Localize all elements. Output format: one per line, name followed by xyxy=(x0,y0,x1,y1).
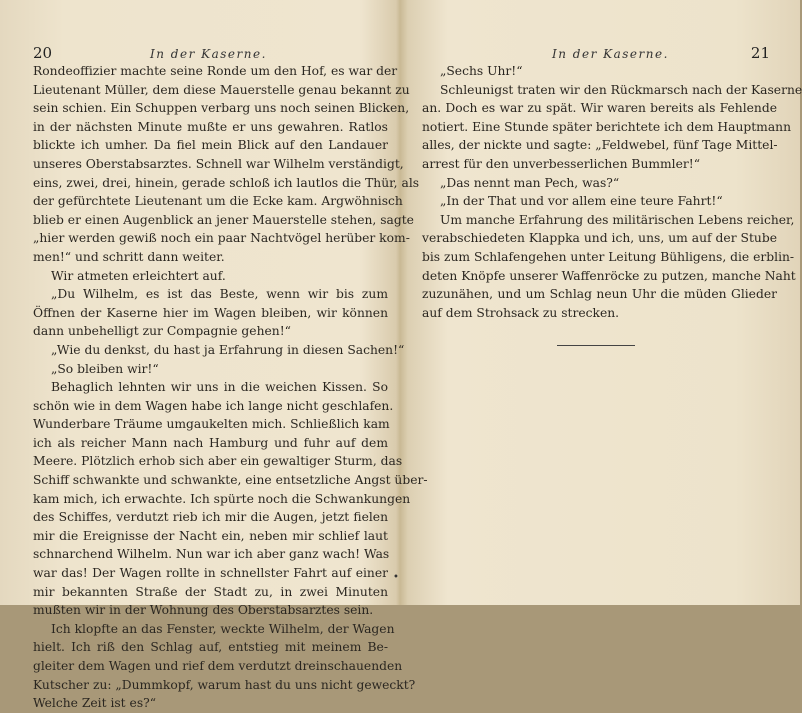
text-line: kam mich, ich erwachte. Ich spürte noch die Schwankungen xyxy=(33,491,411,506)
text-line: Meere. Plötzlich erhob sich aber ein gewaltiger Sturm, das xyxy=(33,454,403,469)
text-line: Rondeoffizier machte seine Ronde um den Hof, es war der xyxy=(33,64,398,78)
text-line: „Du Wilhelm, es ist das Beste, wenn wir bis zum xyxy=(51,287,388,302)
text-line: „Sechs Uhr!“ xyxy=(440,64,523,78)
page-number: 21 xyxy=(750,44,770,62)
text-line: notiert. Eine Stunde später berichtete ich dem Hauptmann xyxy=(422,119,792,134)
text-line: Lieutenant Müller, dem diese Mauerstelle genau bekannt zu xyxy=(33,82,410,97)
text-line: „hier werden gewiß noch ein paar Nachtvögel herüber kom- xyxy=(33,231,410,246)
end-rule xyxy=(557,345,635,346)
text-line: Um manche Erfahrung des militärischen Lebens reicher, xyxy=(440,212,795,227)
text-line: gleiter dem Wagen und rief dem verdutzt dreinschauenden xyxy=(33,659,403,673)
text-line: blickte ich umher. Da fiel mein Blick auf den Landauer xyxy=(33,138,388,153)
gutter-mark: • xyxy=(393,572,399,583)
text-line: „Das nennt man Pech, was?“ xyxy=(440,175,620,190)
page-number: 20 xyxy=(33,44,53,62)
text-line: men!“ und schritt dann weiter. xyxy=(33,249,225,264)
text-line: Ich klopfte an das Fenster, weckte Wilhelm, der Wagen xyxy=(51,621,395,636)
text-line: zuzunähen, und um Schlag neun Uhr die müden Glieder xyxy=(422,287,777,302)
text-line: mußten wir in der Wohnung des Oberstabsarztes sein. xyxy=(33,603,374,618)
text-line: Wir atmeten erleichtert auf. xyxy=(51,268,226,283)
text-line: deten Knöpfe unserer Waffenröcke zu putzen, manche Naht xyxy=(422,268,796,283)
text-line: „In der That und vor allem eine teure Fahrt!“ xyxy=(440,194,723,209)
running-head: In der Kaserne. xyxy=(150,47,267,61)
right-page xyxy=(402,0,800,605)
text-line: in der nächsten Minute mußte er uns gewahren. Ratlos xyxy=(33,119,388,134)
text-line: der gefürchtete Lieutenant um die Ecke kam. Argwöhnisch xyxy=(33,194,403,209)
text-line: schön wie in dem Wagen habe ich lange nicht geschlafen. xyxy=(33,398,394,413)
text-line: Schiff schwankte und schwankte, eine entsetzliche Angst über- xyxy=(33,473,428,488)
text-line: „Wie du denkst, du hast ja Erfahrung in diesen Sachen!“ xyxy=(51,342,405,357)
text-line: Kutscher zu: „Dummkopf, warum hast du uns nicht geweckt? xyxy=(33,677,416,692)
text-line: „So bleiben wir!“ xyxy=(51,361,159,376)
text-line: eins, zwei, drei, hinein, gerade schloß ich lautlos die Thür, als xyxy=(33,175,420,190)
page-text xyxy=(422,62,802,322)
text-line: des Schiffes, verdutzt rieb ich mir die Augen, jetzt fielen xyxy=(33,510,388,525)
text-line: alles, der nickte und sagte: „Feldwebel, fünf Tage Mittel- xyxy=(422,138,778,153)
text-line: sein schien. Ein Schuppen verbarg uns noch seinen Blicken, xyxy=(33,101,410,116)
text-line: verabschiedeten Klappka und ich, uns, um auf der Stube xyxy=(422,231,777,246)
text-line: auf dem Strohsack zu strecken. xyxy=(422,305,620,320)
text-line: Schleunigst traten wir den Rückmarsch nach der Kaserne xyxy=(440,82,802,97)
text-line: Öffnen der Kaserne hier im Wagen bleiben, wir können xyxy=(33,305,388,320)
text-line: dann unbehelligt zur Compagnie gehen!“ xyxy=(33,324,291,339)
text-line: Behaglich lehnten wir uns in die weichen Kissen. So xyxy=(51,380,388,395)
text-line: an. Doch es war zu spät. Wir waren bereits als Fehlende xyxy=(422,101,777,116)
text-line: mir bekannten Straße der Stadt zu, in zwei Minuten xyxy=(33,584,388,599)
text-line: Welche Zeit ist es?“ xyxy=(33,696,157,711)
text-line: Wunderbare Träume umgaukelten mich. Schließlich kam xyxy=(33,417,390,432)
text-line: bis zum Schlafengehen unter Leitung Bühligens, die erblin- xyxy=(422,249,795,264)
text-line: blieb er einen Augenblick an jener Mauerstelle stehen, sagte xyxy=(33,212,414,227)
text-line: hielt. Ich riß den Schlag auf, entstieg mit meinem Be- xyxy=(33,640,388,655)
text-line: war das! Der Wagen rollte in schnellster Fahrt auf einer xyxy=(33,566,388,581)
text-line: unseres Oberstabsarztes. Schnell war Wilhelm verständigt, xyxy=(33,156,404,171)
text-line: schnarchend Wilhelm. Nun war ich aber ganz wach! Was xyxy=(33,547,390,562)
text-line: mir die Ereignisse der Nacht ein, neben mir schlief laut xyxy=(33,528,388,543)
text-line: arrest für den unverbesserlichen Bummler!“ xyxy=(422,156,701,171)
page-text xyxy=(33,62,428,713)
running-head: In der Kaserne. xyxy=(552,47,669,61)
text-line: ich als reicher Mann nach Hamburg und fuhr auf dem xyxy=(33,435,388,450)
